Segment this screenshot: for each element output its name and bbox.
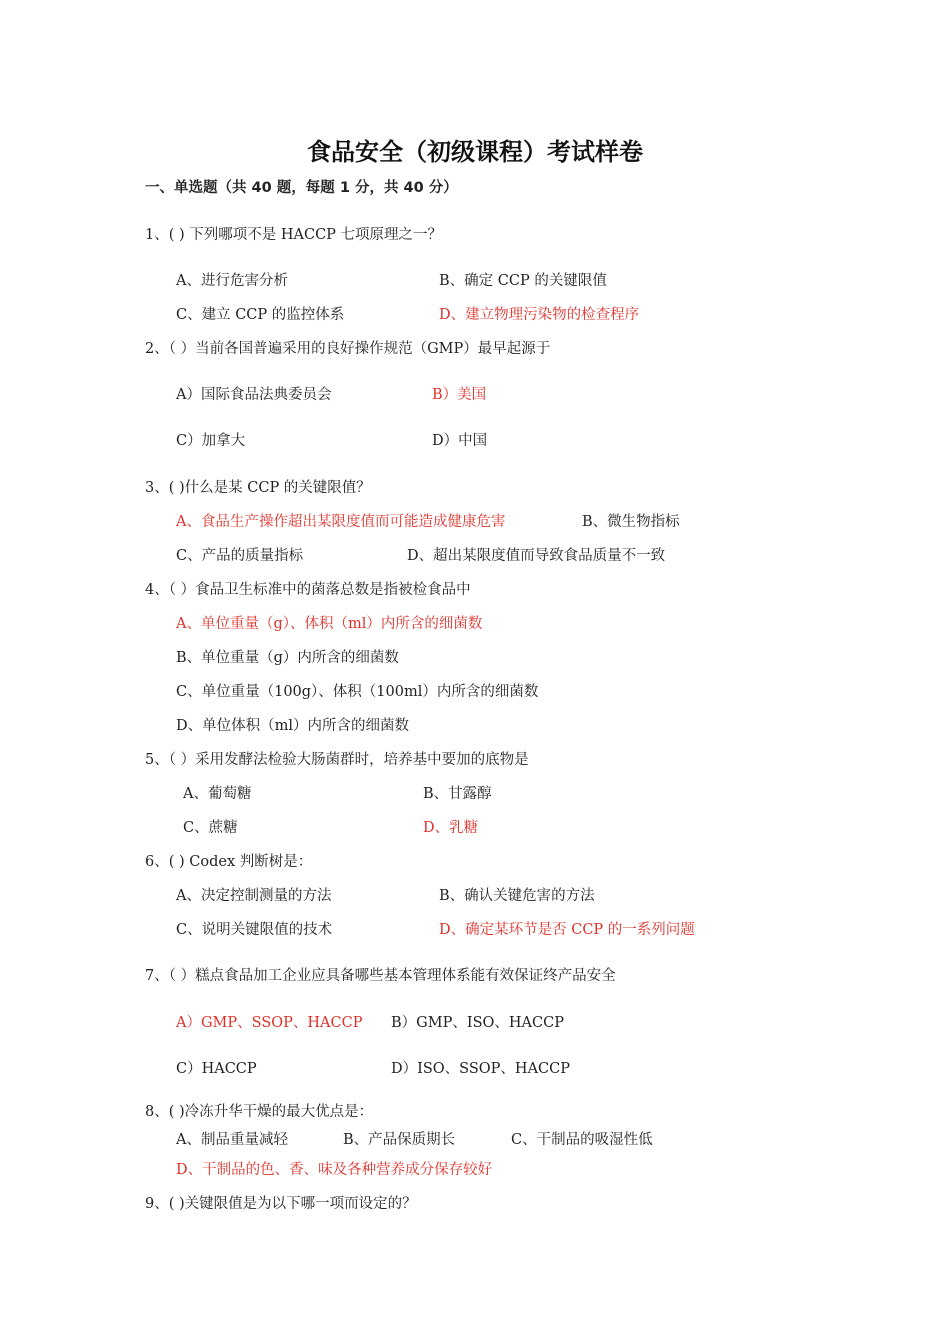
question-3-option-c: C、产品的质量指标 (176, 548, 304, 564)
exam-title: 食品安全（初级课程）考试样卷 (307, 138, 643, 166)
question-5-option-c: C、蔗糖 (183, 820, 238, 836)
question-6-option-c: C、说明关键限值的技术 (176, 922, 333, 938)
question-1-option-a: A、进行危害分析 (176, 273, 288, 289)
question-6-option-a: A、决定控制测量的方法 (176, 888, 332, 904)
question-8-option-a: A、制品重量减轻 (176, 1132, 288, 1148)
question-1-stem: 1、( ) 下列哪项不是 HACCP 七项原理之一？ (145, 227, 443, 243)
question-4-option-b: B、单位重量（g）内所含的细菌数 (176, 650, 399, 666)
question-7-option-d: D）ISO、SSOP、HACCP (391, 1061, 570, 1077)
question-8-option-d: D、干制品的色、香、味及各种营养成分保存较好 (176, 1162, 493, 1178)
question-5-stem: 5、（ ）采用发酵法检验大肠菌群时，培养基中要加的底物是 (145, 752, 529, 768)
question-8-option-c: C、干制品的吸湿性低 (511, 1132, 653, 1148)
question-7-option-a: A）GMP、SSOP、HACCP (176, 1015, 363, 1031)
question-4-stem: 4、（ ）食品卫生标准中的菌落总数是指被检食品中 (145, 582, 471, 598)
question-6-option-b: B、确认关键危害的方法 (439, 888, 595, 904)
question-3-option-a: A、食品生产操作超出某限度值而可能造成健康危害 (176, 514, 506, 530)
question-6-option-d: D、确定某环节是否 CCP 的一系列问题 (439, 922, 695, 938)
question-5-option-b: B、甘露醇 (423, 786, 492, 802)
question-2-option-a: A）国际食品法典委员会 (176, 387, 332, 403)
question-3-option-b: B、微生物指标 (582, 514, 680, 530)
question-9-stem: 9、( )关键限值是为以下哪一项而设定的？ (145, 1196, 417, 1212)
question-1-option-d: D、建立物理污染物的检查程序 (439, 307, 640, 323)
question-8-stem: 8、( )冷冻升华干燥的最大优点是： (145, 1104, 374, 1120)
question-5-option-a: A、葡萄糖 (183, 786, 252, 802)
question-5-option-d: D、乳糖 (423, 820, 479, 836)
question-4-option-c: C、单位重量（100g）、体积（100ml）内所含的细菌数 (176, 684, 539, 700)
question-7-stem: 7、（ ）糕点食品加工企业应具备哪些基本管理体系能有效保证终产品安全 (145, 968, 616, 984)
question-2-option-b: B）美国 (432, 387, 487, 403)
question-2-stem: 2、（ ）当前各国普遍采用的良好操作规范（GMP）最早起源于 (145, 341, 551, 357)
section-heading: 一、单选题（共 40 题，每题 1 分，共 40 分） (145, 180, 458, 196)
question-4-option-a: A、单位重量（g）、体积（ml）内所含的细菌数 (176, 616, 483, 632)
question-7-option-b: B）GMP、ISO、HACCP (391, 1015, 564, 1031)
question-8-option-b: B、产品保质期长 (343, 1132, 456, 1148)
question-3-option-d: D、超出某限度值而导致食品质量不一致 (407, 548, 666, 564)
question-4-option-d: D、单位体积（ml）内所含的细菌数 (176, 718, 410, 734)
question-7-option-c: C）HACCP (176, 1061, 257, 1077)
question-1-option-b: B、确定 CCP 的关键限值 (439, 273, 607, 289)
question-6-stem: 6、( ) Codex 判断树是： (145, 854, 313, 870)
question-2-option-d: D）中国 (432, 433, 488, 449)
question-1-option-c: C、建立 CCP 的监控体系 (176, 307, 345, 323)
question-2-option-c: C）加拿大 (176, 433, 246, 449)
question-3-stem: 3、( )什么是某 CCP 的关键限值？ (145, 480, 371, 496)
